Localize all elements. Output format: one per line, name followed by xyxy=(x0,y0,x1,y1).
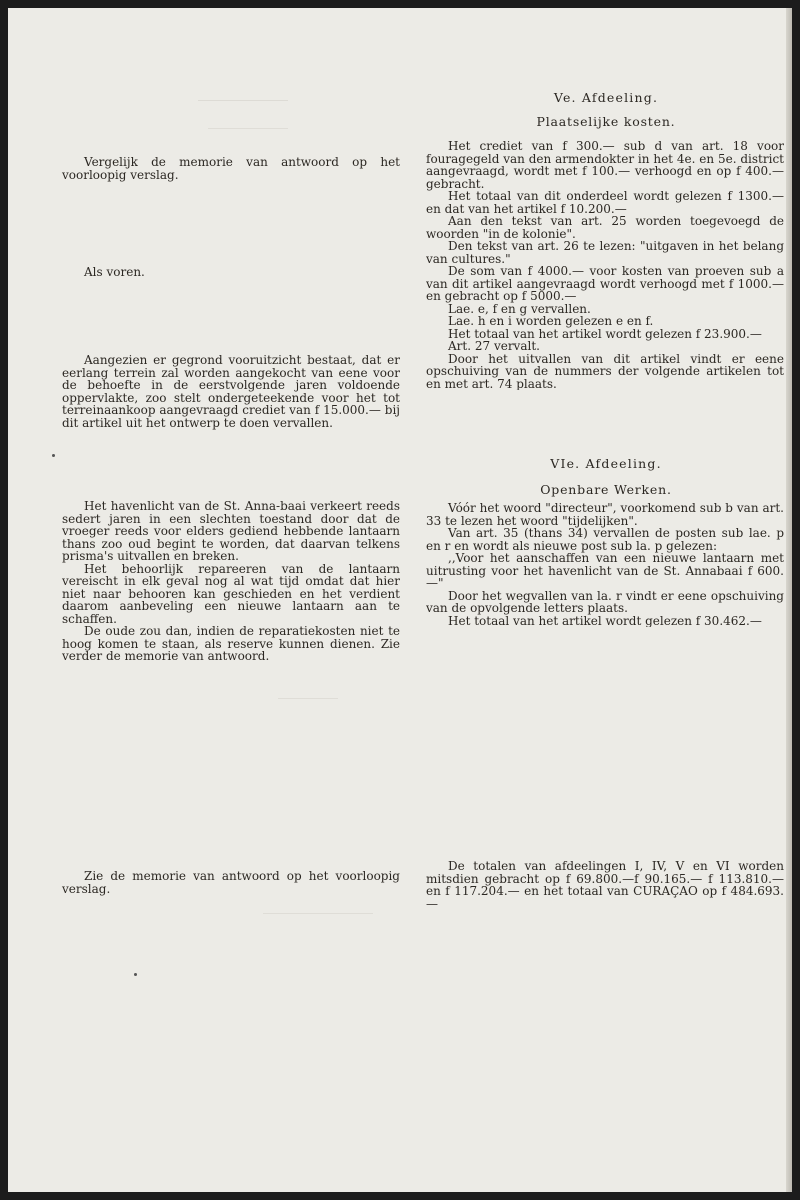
bleed-through-mark xyxy=(263,913,373,924)
section-v-subheading: Plaatselijke kosten. xyxy=(536,114,676,129)
section-vi-body: Vóór het woord "directeur", voorkomend sub b van art. 33 te lezen het woord "tijdelijken". Van art. 35 (thans 34) vervallen de posten sub lae. p en r en wordt als nieuwe post sub la. p gelezen: ,,Voor het aanschaffen van een nieuwe lantaarn met uitrusting voor het havenlicht van de St. Annabaai f 600.—" Door het wegvallen van la. r vindt er eene opschuiving van de opvolgende letters plaats. Het totaal van het artikel wordt gelezen f 30.462.— xyxy=(426,502,784,627)
left-note-2: Als voren. xyxy=(84,265,145,279)
section-vi-heading: VIe. Afdeeling. xyxy=(550,456,662,471)
ink-dot xyxy=(134,973,137,976)
bleed-through-mark xyxy=(208,128,288,139)
bleed-through-mark xyxy=(278,698,338,709)
bleed-through-mark xyxy=(198,100,288,111)
section-vi-subheading: Openbare Werken. xyxy=(540,482,672,497)
left-note-4: Het havenlicht van de St. Anna-baai verkeert reeds sedert jaren in een slechten toestand door dat de vroeger reeds voor elders gediend hebbende lantaarn thans zoo oud begint te worden, dat daarvan telkens prisma's uitvallen en breken. Het behoorlijk repareeren van de lantaarn vereischt in elk geval nog al wat tijd omdat dat hier niet naar behooren kan geschieden en het verdient daarom aanbeveling een nieuwe lantaarn aan te schaffen. De oude zou dan, indien de reparatiekosten niet te hoog komen te staan, als reserve kunnen dienen. Zie verder de memorie van antwoord. xyxy=(62,499,400,663)
left-note-5: Zie de memorie van antwoord op het voorloopig verslag. xyxy=(62,869,400,896)
left-note-3: Aangezien er gegrond vooruitzicht bestaat, dat er eerlang terrein zal worden aangekocht van eene voor de behoefte in de eerstvolgende jaren voldoende oppervlakte, zoo stelt ondergeteekende voor het tot terreinaankoop aangevraagd crediet van f 15.000.— bij dit artikel uit het ontwerp te doen vervallen. xyxy=(62,353,400,430)
document-page xyxy=(8,8,792,1192)
ink-dot xyxy=(52,454,55,457)
section-v-body: Het crediet van f 300.— sub d van art. 18 voor fouragegeld van den armendokter in het 4e. en 5e. district aangevraagd, wordt met f 100.— verhoogd en op f 400.— gebracht. Het totaal van dit onderdeel wordt gelezen f 1300.— en dat van het artikel f 10.200.— Aan den tekst van art. 25 worden toegevoegd de woorden "in de kolonie". Den tekst van art. 26 te lezen: "uitgaven in het belang van cultures." De som van f 4000.— voor kosten van proeven sub a van dit artikel aangevraagd wordt verhoogd met f 1000.— en gebracht op f 5000.— Lae. e, f en g vervallen. Lae. h en i worden gelezen e en f. Het totaal van het artikel wordt gelezen f 23.900.— Art. 27 vervalt. Door het uitvallen van dit artikel vindt er eene opschuiving van de nummers der volgende artikelen tot en met art. 74 plaats. xyxy=(426,140,784,390)
section-v-heading: Ve. Afdeeling. xyxy=(553,90,659,105)
page-edge xyxy=(786,8,792,1192)
totals-paragraph: De totalen van afdeelingen I, IV, V en VI worden mitsdien gebracht op f 69.800.—f 90.165.— f 113.810.— en f 117.204.— en het totaal van CURAÇAO op f 484.693.— xyxy=(426,860,784,910)
left-note-1: Vergelijk de memorie van antwoord op het voorloopig verslag. xyxy=(62,155,400,182)
